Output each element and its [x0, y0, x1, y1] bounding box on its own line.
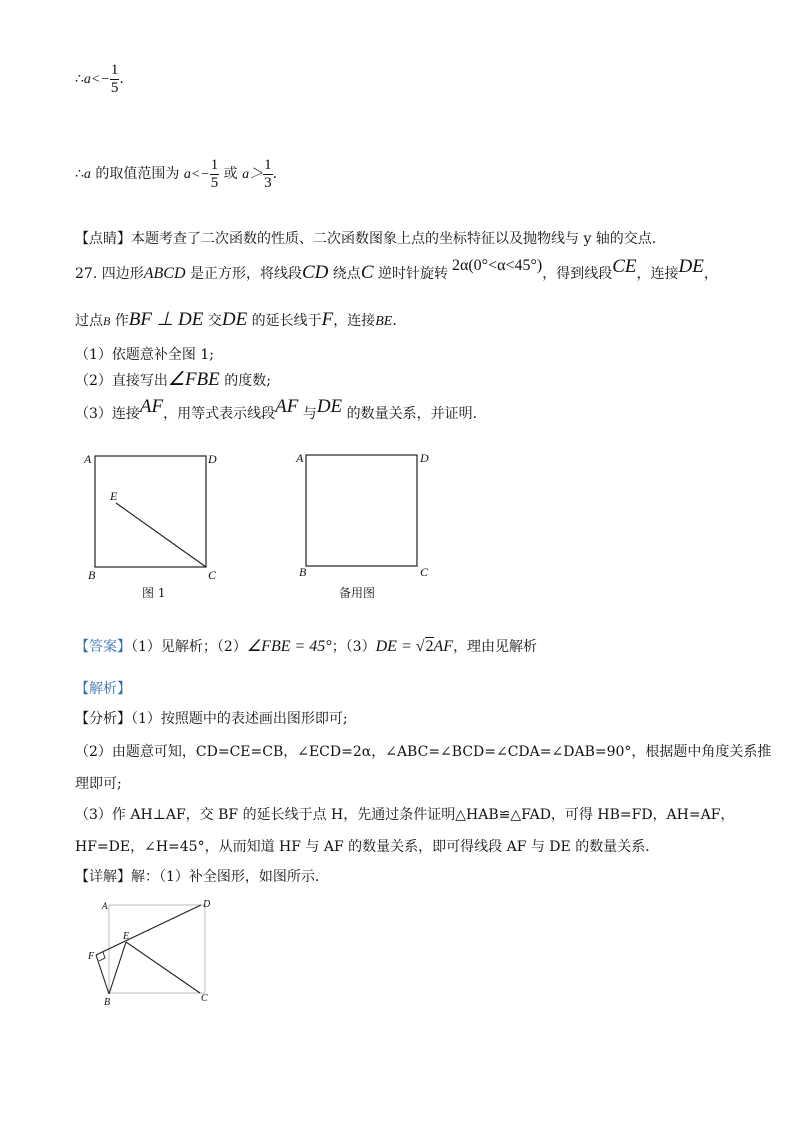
label-b: B: [104, 997, 111, 1008]
figure-1: [80, 445, 230, 605]
label-c: C: [201, 993, 208, 1004]
analysis-line-3: 理即可;: [75, 776, 122, 792]
line-fd: [96, 905, 201, 955]
spare-figure-caption: 备用图: [339, 586, 376, 600]
therefore-symbol: ∴: [75, 71, 84, 87]
fraction: $\frac{1}{3}$: [264, 157, 272, 191]
line-fb: [96, 955, 109, 994]
question-part-2: （2）直接写出∠FBE 的度数;: [75, 369, 271, 390]
line-ec: [126, 942, 200, 993]
square-abcd: [95, 456, 206, 567]
question-27-line-2: 过点B 作BF ⊥ DE 交DE 的延长线于F，连接BE.: [75, 309, 397, 330]
comment-tag: 【点睛】: [75, 231, 131, 247]
label-d: D: [420, 451, 429, 465]
inequality-line-1: ∴a<− $\frac{1}{5}$ .: [75, 62, 124, 96]
square-abcd-spare: [306, 455, 417, 566]
detail-line: 【详解】解：（1）补全图形，如图所示.: [75, 869, 320, 885]
question-27-line-1: 27. 四边形ABCD 是正方形，将线段CD 绕点C 逆时针旋转 2α(0°<α<45°)，得到线段CE，连接DE，: [75, 256, 718, 283]
comment-paragraph: 【点睛】本题考查了二次函数的性质、二次函数图象上点的坐标特征以及抛物线与 y 轴的交点.: [75, 231, 657, 247]
label-a: A: [102, 901, 108, 911]
answer-tag: 【答案】: [75, 639, 131, 655]
label-d: D: [208, 452, 217, 466]
line-be: [109, 942, 126, 994]
inequality-lhs: a<−: [83, 72, 110, 87]
figure-1-caption: 图 1: [142, 586, 166, 600]
answer-line: 【答案】（1）见解析；（2）∠FBE = 45°；（3）DE = √2AF，理由见解析: [75, 638, 538, 655]
rotation-angle: 2α(0°<α<45°): [451, 257, 543, 274]
range-conclusion-line: ∴a 的取值范围为 a<− $\frac{1}{5}$ 或 a＞ $\frac{1}{3}$ .: [75, 157, 278, 191]
segment-ce: [116, 503, 206, 567]
analysis-line-1: 【分析】（1）按照题中的表述画出图形即可;: [75, 711, 348, 727]
solution-figure: [80, 895, 220, 1010]
fraction: $\frac{1}{5}$: [210, 157, 219, 191]
label-d: D: [203, 899, 211, 910]
label-a: A: [296, 451, 304, 465]
analysis-tag: 【解析】: [75, 681, 131, 697]
analysis-line-4: （3）作 AH⊥AF，交 BF 的延长线于点 H，先通过条件证明△HAB≌△FAD，可得 HB=FD，AH=AF，: [75, 807, 735, 823]
label-b: B: [299, 565, 307, 579]
analysis-line-2: （2）由题意可知，CD=CE=CB，∠ECD=2α，∠ABC=∠BCD=∠CDA=∠DAB=90°，根据题中角度关系推: [75, 744, 772, 760]
spare-figure: [293, 445, 443, 605]
question-part-3: （3）连接AF，用等式表示线段AF 与DE 的数量关系，并证明.: [75, 396, 478, 422]
label-c: C: [420, 565, 429, 579]
label-e: E: [110, 489, 118, 503]
label-e: E: [123, 931, 130, 942]
label-b: B: [88, 568, 96, 582]
fraction: $\frac{1}{5}$: [110, 62, 119, 96]
label-c: C: [208, 568, 217, 582]
label-a: A: [84, 452, 92, 466]
label-f: F: [88, 951, 95, 962]
analysis-line-5: HF=DE，∠H=45°，从而知道 HF 与 AF 的数量关系，即可得线段 AF 与 DE 的数量关系.: [75, 839, 650, 855]
question-part-1: （1）依题意补全图 1;: [75, 347, 214, 363]
